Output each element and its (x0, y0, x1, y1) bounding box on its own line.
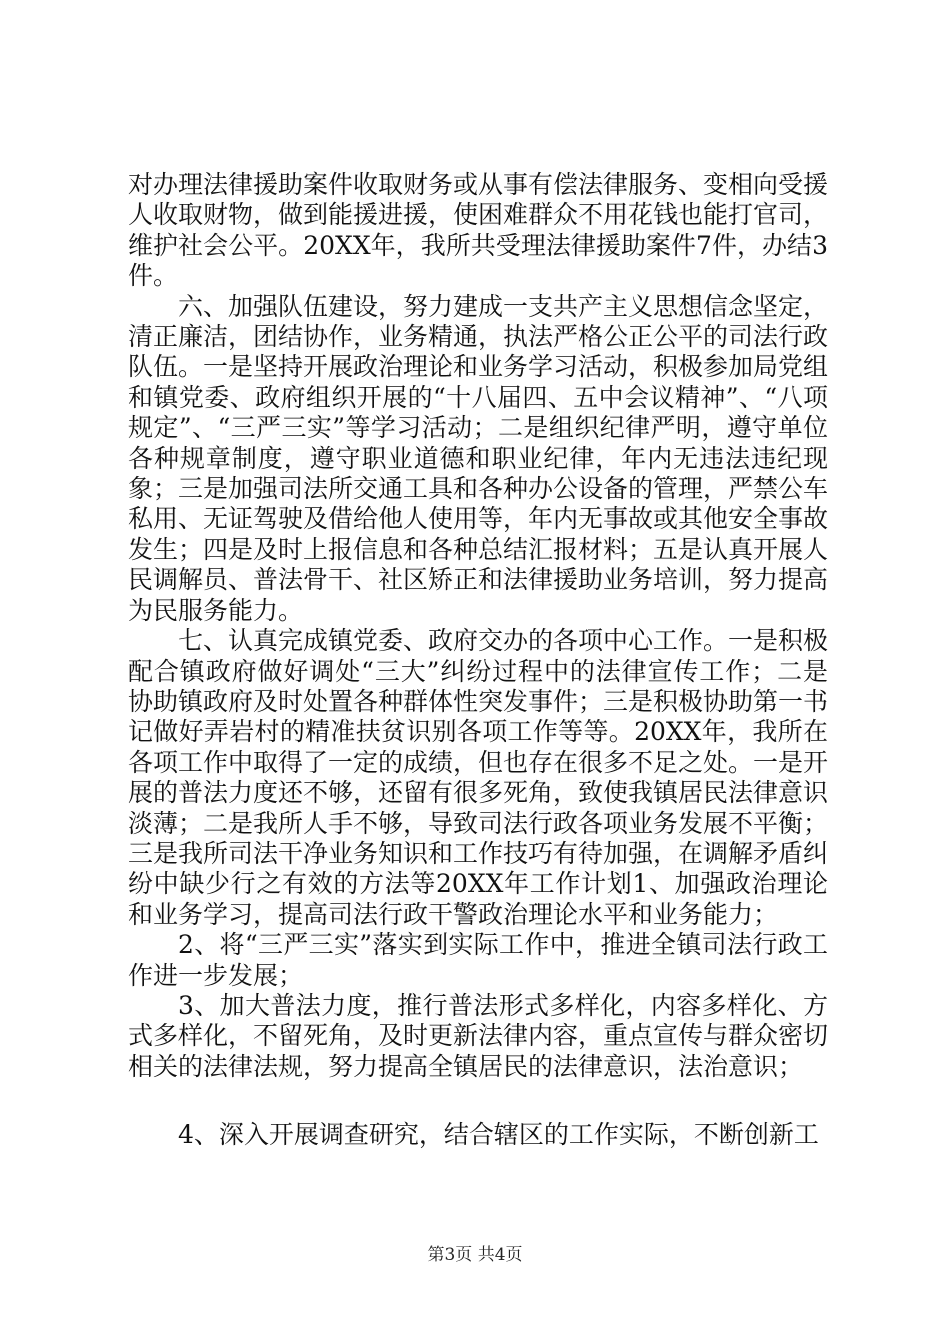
paragraph-plan-item-2: 2、将“三严三实”落实到实际工作中，推进全镇司法行政工作进一步发展； (128, 930, 828, 990)
paragraph-plan-item-4: 4、深入开展调查研究，结合辖区的工作实际，不断创新工 (178, 1120, 819, 1150)
paragraph-spacer (128, 1082, 828, 1120)
paragraph-legal-aid-continued: 对办理法律援助案件收取财务或从事有偿法律服务、变相向受援人收取财物，做到能援进援，使困难群众不用花钱也能打官司，维护社会公平。20XX年，我所共受理法律援助案件7件，办结3件。 (128, 170, 829, 291)
paragraph-team-building: 六、加强队伍建设，努力建成一支共产主义思想信念坚定，清正廉洁，团结协作，业务精通，执法严格公正公平的司法行政队伍。一是坚持开展政治理论和业务学习活动，积极参加局党组和镇党委、政府组织开展的“十八届四、五中会议精神”、“八项规定”、“三严三实”等学习活动；二是组织纪律严明，遵守单位各种规章制度，遵守职业道德和职业纪律，年内无违法违纪现象；三是加强司法所交通工具和各种办公设备的管理，严禁公车私用、无证驾驶及借给他人使用等，年内无事故或其他安全事故发生；四是及时上报信息和各种总结汇报材料；五是认真开展人民调解员、普法骨干、社区矫正和法律援助业务培训，努力提高为民服务能力。 (128, 291, 829, 625)
page-number-footer: 第3页 共4页 (427, 1245, 523, 1265)
document-body (128, 170, 828, 1151)
paragraph-central-work: 七、认真完成镇党委、政府交办的各项中心工作。一是积极配合镇政府做好调处“三大”纠纷过程中的法律宣传工作；二是协助镇政府及时处置各种群体性突发事件；三是积极协助第一书记做好弄岩村的精准扶贫识别各项工作等等。20XX年，我所在各项工作中取得了一定的成绩，但也存在很多不足之处。一是开展的普法力度还不够，还留有很多死角，致使我镇居民法律意识淡薄；二是我所人手不够，导致司法行政各项业务发展不平衡；三是我所司法干净业务知识和工作技巧有待加强，在调解矛盾纠纷中缺少行之有效的方法等20XX年工作计划1、加强政治理论和业务学习，提高司法行政干警政治理论水平和业务能力； (128, 626, 829, 929)
paragraph-plan-item-3: 3、加大普法力度，推行普法形式多样化，内容多样化、方式多样化，不留死角，及时更新法律内容，重点宣传与群众密切相关的法律法规，努力提高全镇居民的法律意识，法治意识； (128, 990, 829, 1081)
